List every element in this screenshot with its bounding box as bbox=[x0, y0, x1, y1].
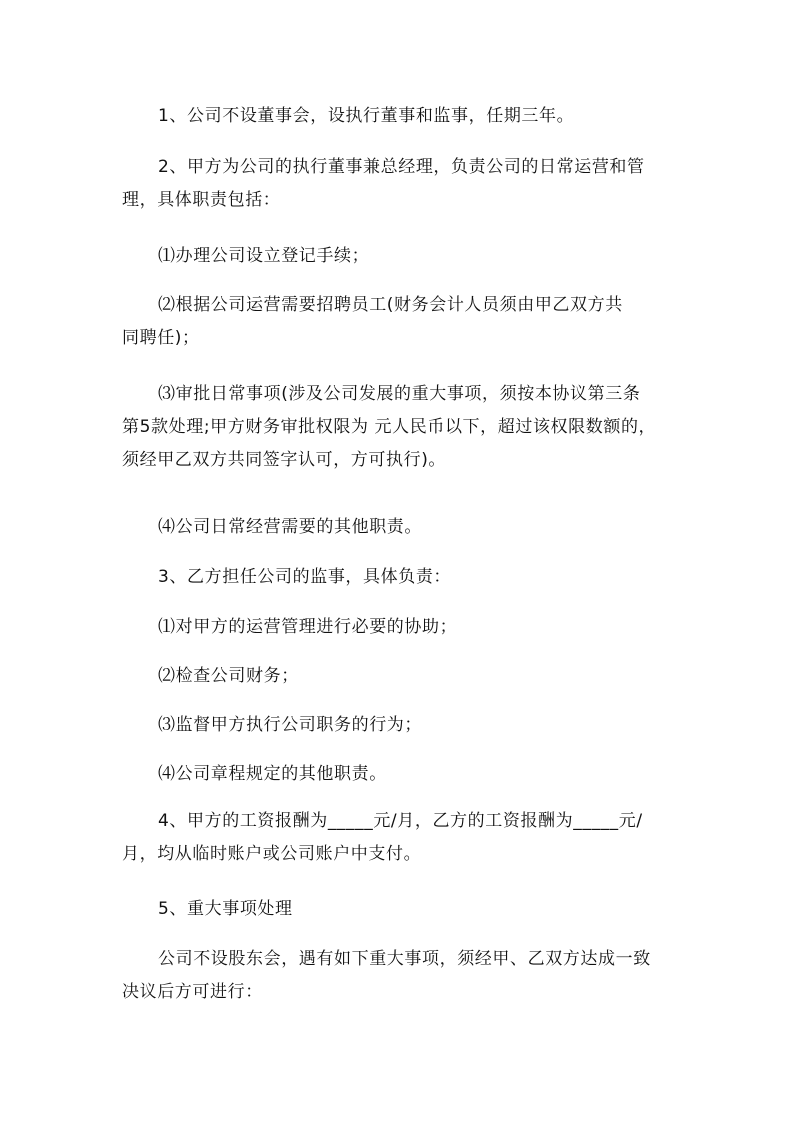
paragraph-clause-5 bbox=[122, 893, 687, 926]
paragraph-item-2-1 bbox=[122, 240, 687, 273]
paragraph-clause-2 bbox=[122, 151, 687, 217]
paragraph-line: ⑵检查公司财务； bbox=[158, 666, 299, 686]
paragraph-line: 4、甲方的工资报酬为_____元/月，乙方的工资报酬为_____元/ bbox=[158, 811, 643, 831]
paragraph-line: 决议后方可进行： bbox=[122, 982, 263, 1002]
paragraph-line: 5、重大事项处理 bbox=[158, 899, 293, 919]
paragraph-item-2-2 bbox=[122, 289, 687, 355]
paragraph-item-3-2 bbox=[122, 660, 687, 693]
paragraph-line: 月，均从临时账户或公司账户中支付。 bbox=[122, 844, 422, 864]
paragraph-line: ⑴对甲方的运营管理进行必要的协助； bbox=[158, 617, 458, 637]
paragraph-clause-5-body bbox=[122, 943, 687, 1009]
paragraph-line: ⑶监督甲方执行公司职务的行为； bbox=[158, 715, 422, 735]
paragraph-item-3-1 bbox=[122, 611, 687, 644]
paragraph-line: 须经甲乙双方共同签字认可，方可执行)。 bbox=[122, 450, 447, 470]
paragraph-line: 公司不设股东会，遇有如下重大事项，须经甲、乙双方达成一致 bbox=[158, 949, 651, 969]
paragraph-line: 第5款处理;甲方财务审批权限为 元人民币以下，超过该权限数额的， bbox=[122, 417, 657, 437]
paragraph-clause-1 bbox=[122, 100, 687, 133]
paragraph-line: ⑴办理公司设立登记手续； bbox=[158, 246, 370, 266]
paragraph-item-3-4 bbox=[122, 758, 687, 791]
paragraph-line: 2、甲方为公司的执行董事兼总经理，负责公司的日常运营和管 bbox=[158, 157, 645, 177]
paragraph-clause-4 bbox=[122, 805, 687, 871]
paragraph-line: 理，具体职责包括： bbox=[122, 190, 281, 210]
paragraph-clause-3 bbox=[122, 561, 687, 594]
paragraph-line: ⑵根据公司运营需要招聘员工(财务会计人员须由甲乙双方共 bbox=[158, 295, 623, 315]
paragraph-line: 3、乙方担任公司的监事，具体负责： bbox=[158, 567, 452, 587]
paragraph-item-2-3 bbox=[122, 378, 687, 477]
paragraph-line: ⑷公司日常经营需要的其他职责。 bbox=[158, 517, 422, 537]
paragraph-item-3-3 bbox=[122, 709, 687, 742]
paragraph-item-2-4 bbox=[122, 511, 687, 544]
paragraph-line: 同聘任)； bbox=[122, 328, 200, 348]
paragraph-line: 1、公司不设董事会，设执行董事和监事，任期三年。 bbox=[158, 106, 575, 126]
paragraph-line: ⑶审批日常事项(涉及公司发展的重大事项，须按本协议第三条 bbox=[158, 384, 641, 404]
paragraph-line: ⑷公司章程规定的其他职责。 bbox=[158, 764, 387, 784]
